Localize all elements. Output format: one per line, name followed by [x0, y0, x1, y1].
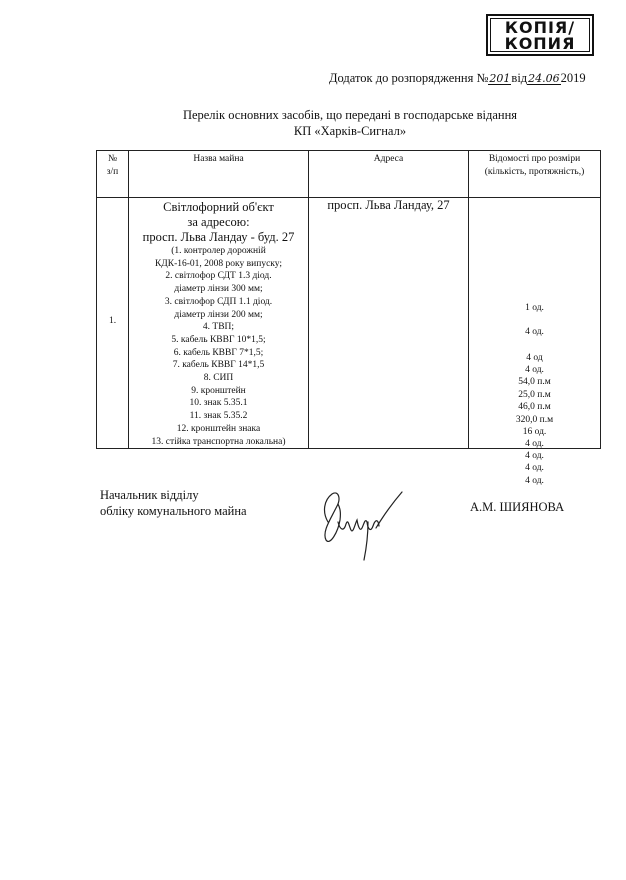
table-row	[97, 198, 601, 449]
header-info-line-1: Відомості про розміри	[488, 154, 581, 164]
row-address-cell	[309, 198, 469, 449]
list-item: 6. кабель КВВГ 7*1,5;	[173, 347, 264, 358]
signer-name: А.М. ШИЯНОВА	[470, 500, 565, 514]
header-number-line-1: №	[107, 154, 118, 164]
header-name: Назва майна	[129, 151, 309, 198]
header-number	[97, 151, 129, 198]
appendix-from-label: від	[511, 71, 528, 85]
list-item: 3. світлофор СДП 1.1 діод.	[164, 296, 273, 307]
quantity-value: 4 од.	[525, 451, 544, 461]
row-number: 1.	[108, 316, 117, 326]
assets-table	[96, 150, 601, 486]
quantity-value: 4 од.	[525, 327, 544, 337]
quantity-value: 16 од.	[522, 427, 547, 437]
object-title-line: просп. Льва Ландау - буд. 27	[142, 230, 295, 244]
object-items-list	[129, 245, 308, 448]
order-day-month: 24.06	[528, 72, 560, 85]
quantity-value: 320,0 п.м	[515, 415, 554, 425]
stamp-line-2: КОПИЯ	[504, 34, 576, 53]
list-item: 9. кронштейн	[191, 385, 246, 396]
quantity-value: 54,0 п.м	[518, 377, 551, 387]
header-number-line-2: з/п	[106, 167, 119, 177]
quantity-value: 4 од.	[525, 476, 544, 486]
signer-position	[100, 487, 247, 519]
list-item: КДК-16-01, 2008 року випуску;	[154, 258, 283, 269]
object-title	[129, 198, 308, 245]
list-item: 2. світлофор СДТ 1.3 діод.	[165, 271, 272, 282]
document-title-line-1: Перелік основних засобів, що передані в господарське відання	[182, 108, 518, 122]
list-item: 8. СИП	[203, 373, 234, 384]
list-item: діаметр лінзи 200 мм;	[174, 309, 263, 320]
appendix-prefix: Додаток до розпорядження №	[329, 71, 489, 85]
quantity-value: 4 од	[526, 353, 543, 363]
appendix-line	[329, 71, 586, 86]
row-address: просп. Льва Ландау, 27	[327, 198, 450, 212]
row-number-cell	[97, 198, 129, 449]
row-name-cell	[129, 198, 309, 449]
header-info	[469, 151, 601, 198]
handwritten-signature	[318, 482, 413, 562]
quantity-value: 46,0 п.м	[518, 402, 551, 412]
quantity-value: 4 од.	[525, 439, 544, 449]
quantity-value: 4 од.	[525, 365, 544, 375]
quantity-value: 4 од.	[525, 463, 544, 473]
order-year: 2019	[560, 71, 586, 85]
object-title-line: за адресою:	[187, 215, 250, 229]
header-info-line-2: (кількість, протяжність,)	[484, 167, 585, 177]
list-item: 12. кронштейн знака	[176, 423, 261, 434]
quantity-value: 25,0 п.м	[518, 390, 551, 400]
list-item: (1. контролер дорожній	[171, 246, 266, 256]
quantity-value: 1 од.	[525, 303, 544, 313]
order-number: 201	[489, 72, 511, 85]
list-item: 11. знак 5.35.2	[189, 411, 248, 422]
stamp-line-1: КОПІЯ/	[504, 18, 576, 37]
list-item: діаметр лінзи 300 мм;	[174, 284, 263, 295]
row-info-cell	[469, 198, 601, 486]
header-address: Адреса	[309, 151, 469, 198]
list-item: 5. кабель КВВГ 10*1,5;	[171, 334, 266, 345]
list-item: 4. ТВП;	[202, 322, 235, 333]
table-header-row	[97, 151, 601, 198]
object-title-line: Світлофорний об'єкт	[163, 200, 274, 214]
signer-position-line-1: Начальник відділу	[100, 488, 199, 502]
list-item: 13. стійка транспортна локальна)	[151, 436, 286, 447]
signer-position-line-2: обліку комунального майна	[100, 504, 247, 518]
copy-stamp	[486, 14, 594, 56]
list-item: 10. знак 5.35.1	[189, 398, 248, 409]
document-title-line-2: КП «Харків-Сигнал»	[293, 124, 407, 138]
list-item: 7. кабель КВВГ 14*1,5	[172, 360, 265, 371]
